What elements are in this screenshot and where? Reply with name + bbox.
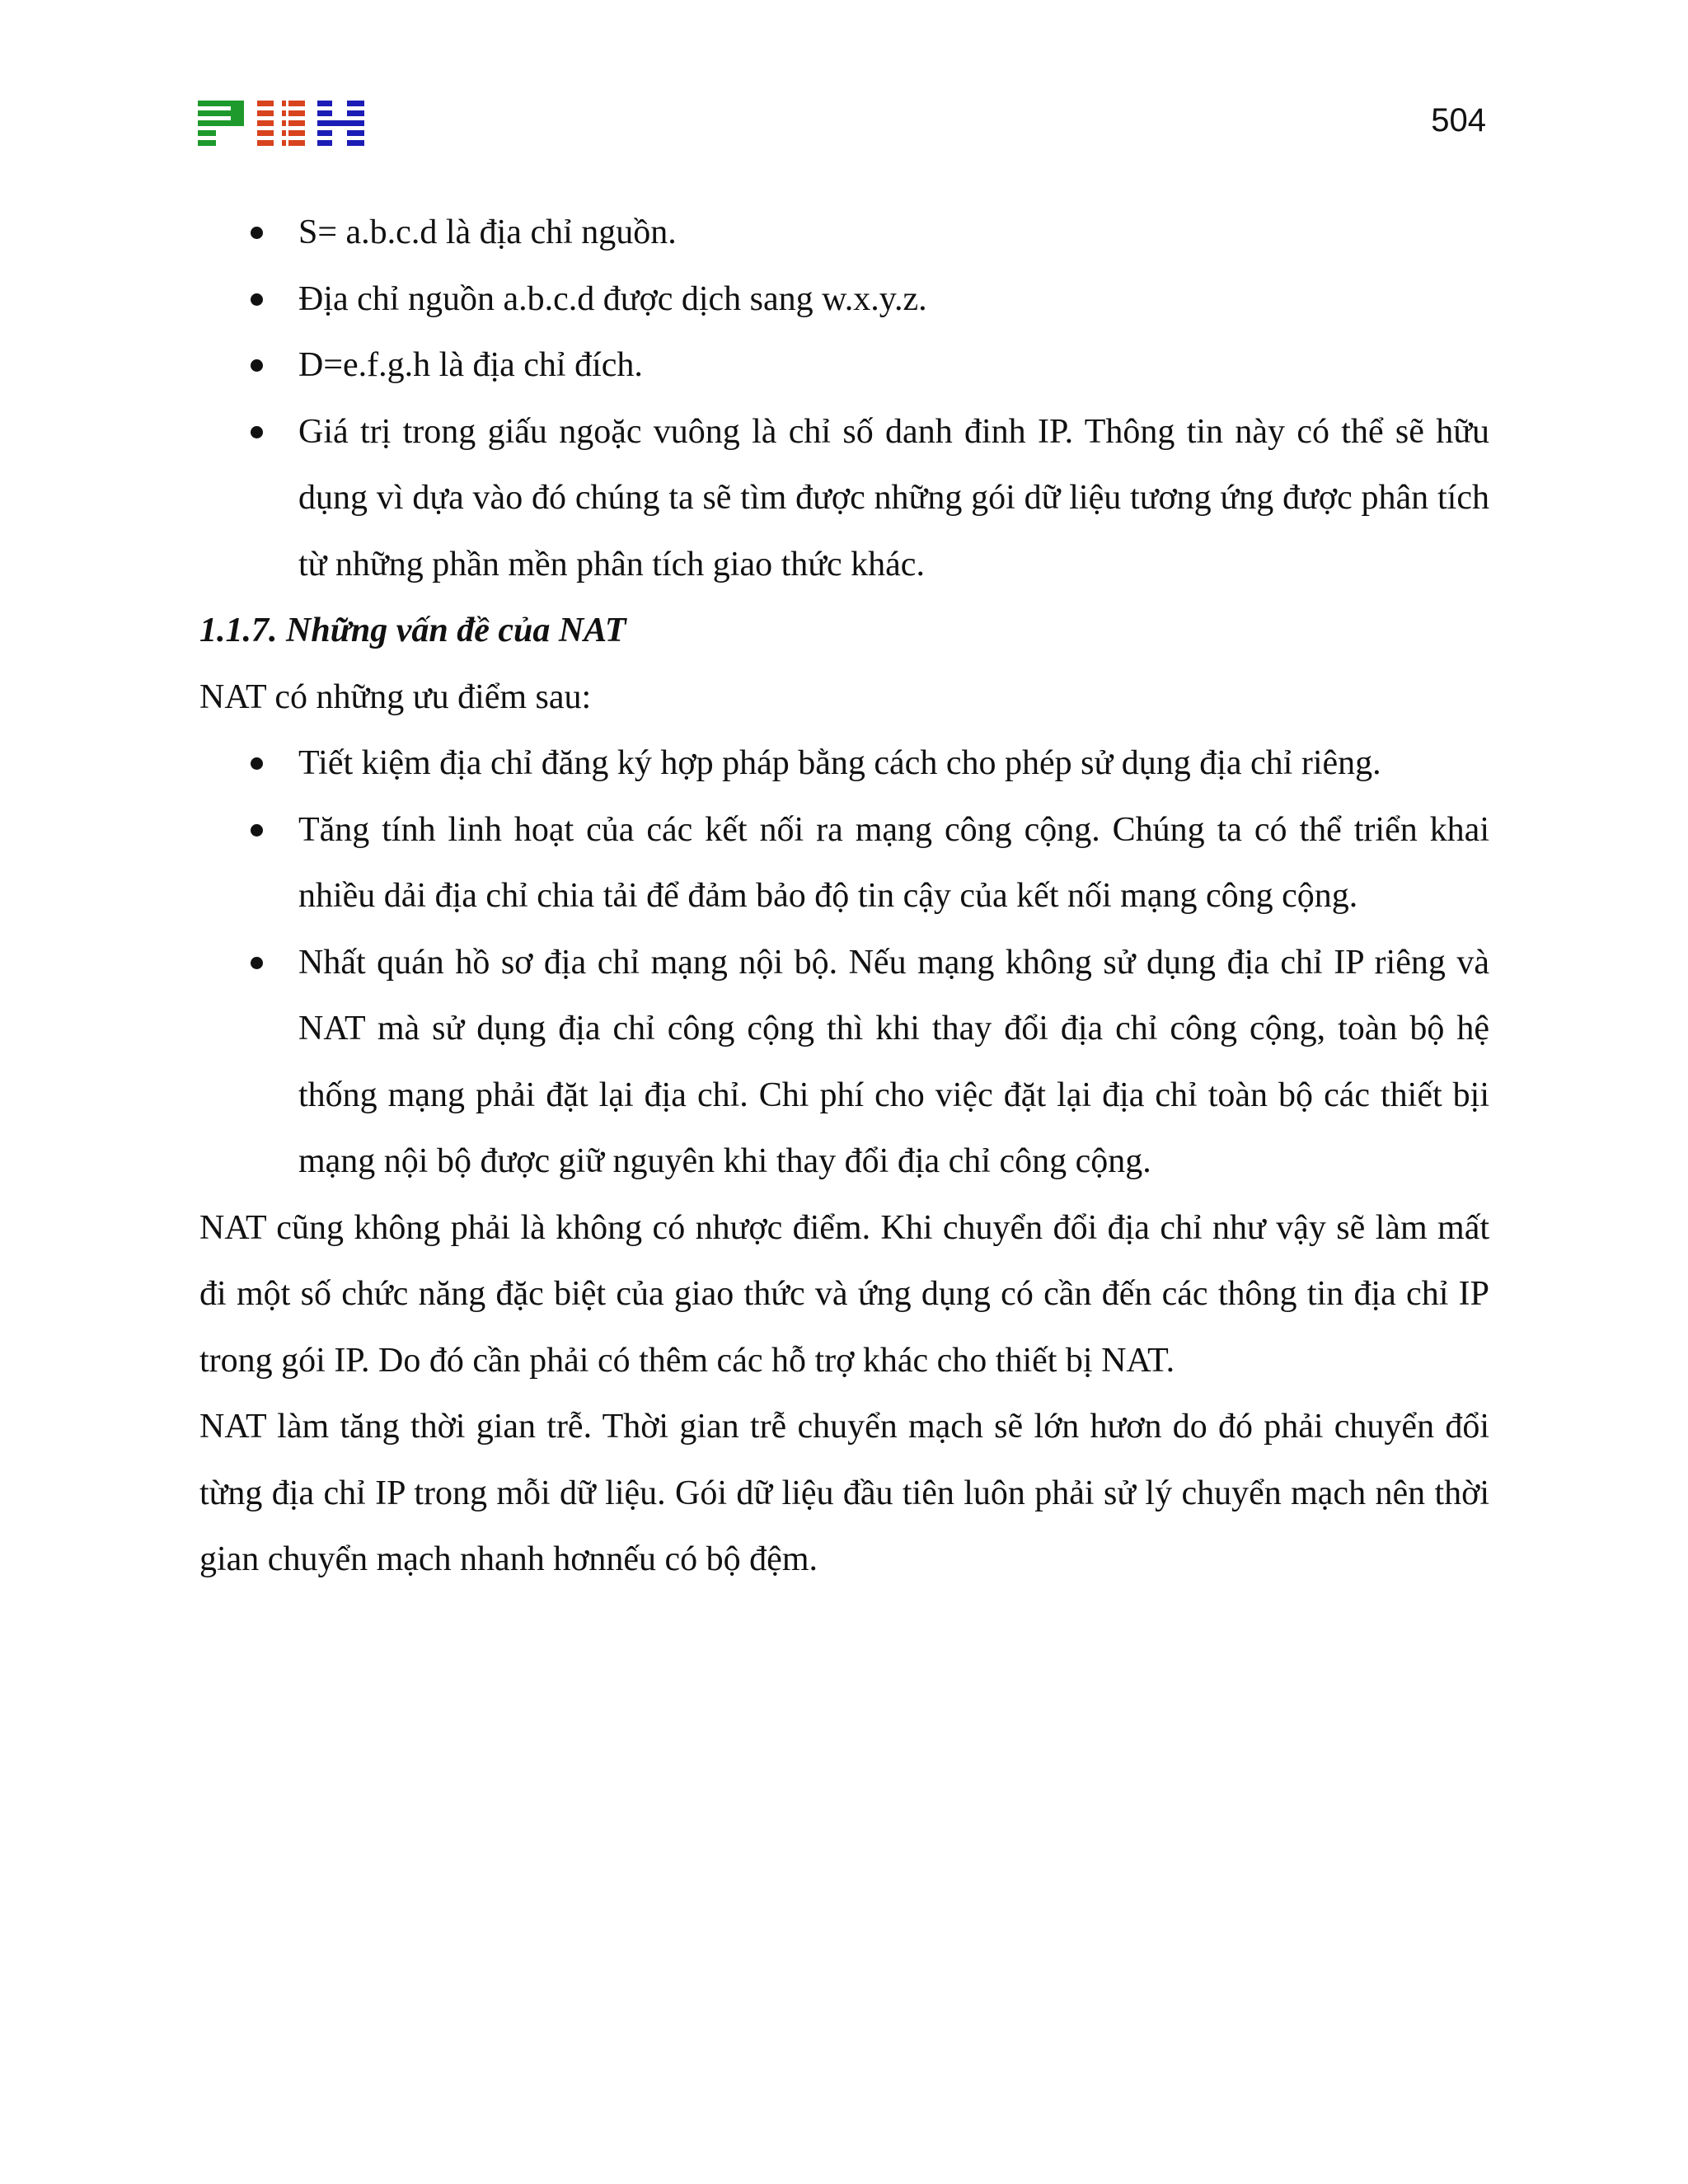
list-item: Tiết kiệm địa chỉ đăng ký hợp pháp bằng cách cho phép sử dụng địa chỉ riêng. (199, 730, 1489, 797)
section-heading: 1.1.7. Những vấn đề của NAT (199, 612, 626, 649)
paragraph-disadvantages: NAT cũng không phải là không có nhược điểm. Khi chuyển đổi địa chỉ như vậy sẽ làm mất đi một số chức năng đặc biệt của giao thức và ứng dụng có cần đến các thông tin địa chỉ IP trong gói IP. Do đó cần phải có thêm các hỗ trợ khác cho thiết bị NAT. (199, 1208, 1489, 1380)
bullet-list-nat-advantages (199, 730, 1489, 1195)
list-item: S= a.b.c.d là địa chỉ nguồn. (199, 199, 1489, 266)
list-item: Địa chỉ nguồn a.b.c.d được dịch sang w.x.y.z. (199, 266, 1489, 333)
page-number: 504 (1431, 102, 1486, 138)
paragraph-latency: NAT làm tăng thời gian trễ. Thời gian trễ chuyển mạch sẽ lớn hươn do đó phải chuyển đổi từng địa chỉ IP trong mỗi dữ liệu. Gói dữ liệu đầu tiên luôn phải sử lý chuyển mạch nên thời gian chuyển mạch nhanh hơnnếu có bộ đệm. (199, 1408, 1489, 1578)
page-content (199, 199, 1489, 1593)
list-item: Tăng tính linh hoạt của các kết nối ra mạng công cộng. Chúng ta có thể triển khai nhiều dải địa chỉ chia tải để đảm bảo độ tin cậy của kết nối mạng công cộng. (199, 797, 1489, 930)
logo-letter-p (198, 101, 244, 146)
pnh-logo (198, 101, 364, 147)
list-item: Giá trị trong giấu ngoặc vuông là chỉ số danh đinh IP. Thông tin này có thể sẽ hữu dụng vì dựa vào đó chúng ta sẽ tìm được những gói dữ liệu tương ứng được phân tích từ những phần mền phân tích giao thức khác. (199, 399, 1489, 598)
list-item: Nhất quán hồ sơ địa chỉ mạng nội bộ. Nếu mạng không sử dụng địa chỉ IP riêng và NAT mà sử dụng địa chỉ công cộng thì khi thay đổi địa chỉ công cộng, toàn bộ hệ thống mạng phải đặt lại địa chỉ. Chi phí cho việc đặt lại địa chỉ toàn bộ các thiết bịi mạng nội bộ được giữ nguyên khi thay đổi địa chỉ công cộng. (199, 930, 1489, 1195)
bullet-list-nat-fields (199, 199, 1489, 598)
list-item: D=e.f.g.h là địa chỉ đích. (199, 332, 1489, 399)
section-intro: NAT có những ưu điểm sau: (199, 677, 592, 716)
